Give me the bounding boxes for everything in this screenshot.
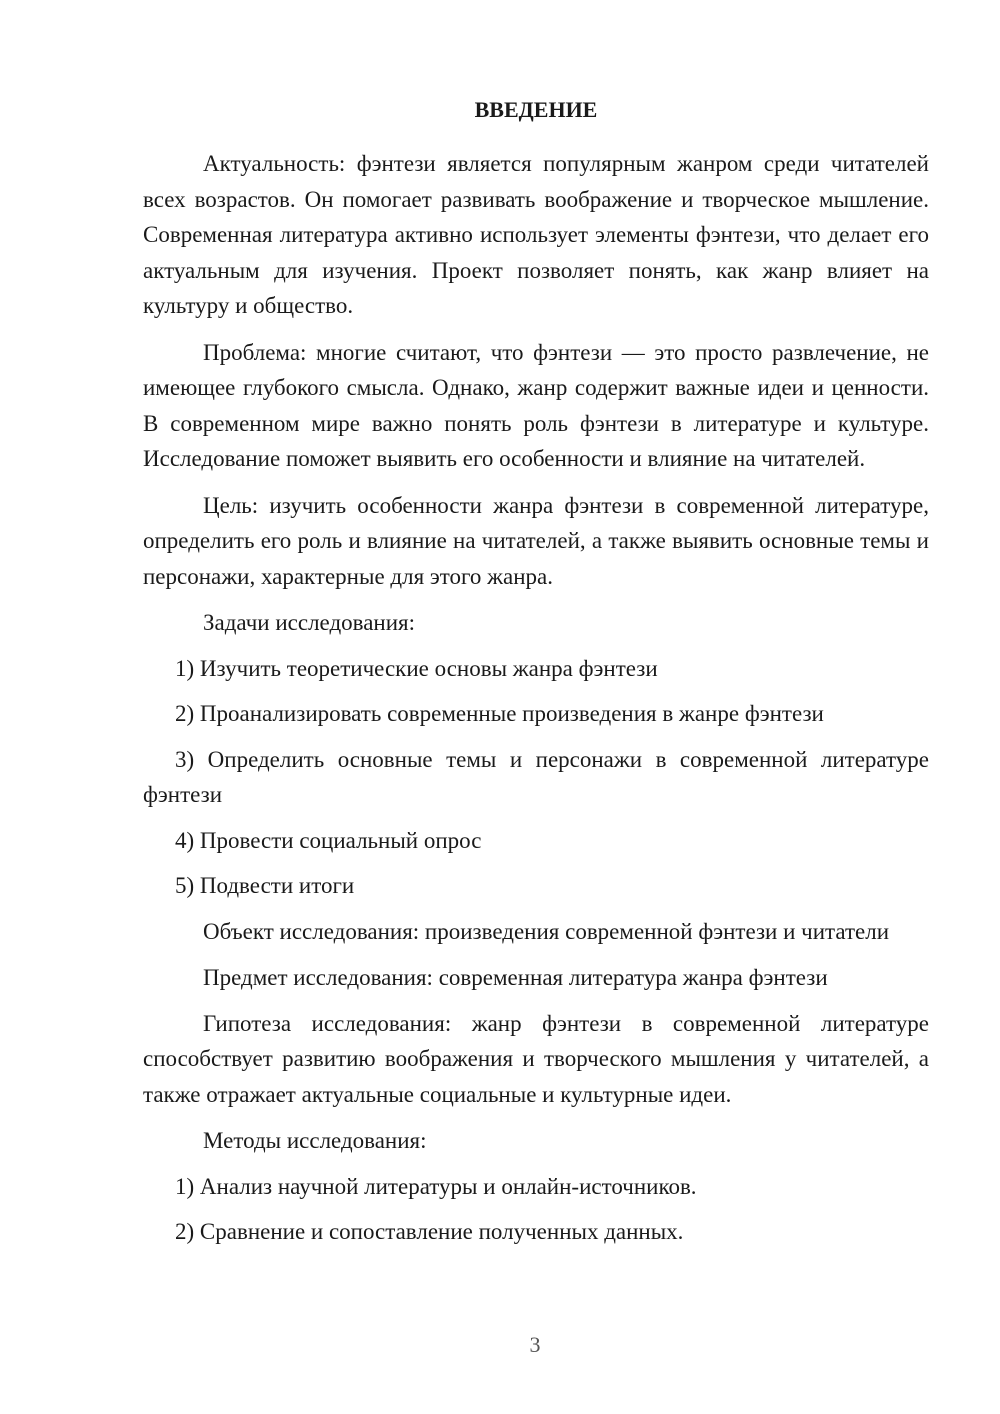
- paragraph-subject: Предмет исследования: современная литература жанра фэнтези: [203, 965, 828, 990]
- paragraph-goal: Цель: изучить особенности жанра фэнтези в современной литературе, определить его роль и влияние на читателей, а также выявить основные темы и персонажи, характерные для этого жанра.: [143, 492, 929, 589]
- task-item: 5) Подвести итоги: [175, 873, 355, 898]
- method-item: 2) Сравнение и сопоставление полученных данных.: [175, 1219, 684, 1244]
- section-title: ВВЕДЕНИЕ: [474, 97, 598, 122]
- tasks-heading: Задачи исследования:: [203, 610, 416, 635]
- task-item: 4) Провести социальный опрос: [175, 827, 482, 853]
- paragraph-problem: Проблема: многие считают, что фэнтези — это просто развлечение, не имеющее глубокого смысла. Однако, жанр содержит важные идеи и ценности. В современном мире важно понять роль фэнтези в литературе и культуре. Исследование поможет выявить его особенности и влияние на читателей.: [143, 339, 929, 471]
- methods-heading: Методы исследования:: [203, 1128, 427, 1153]
- task-item: 2) Проанализировать современные произведения в жанре фэнтези: [175, 701, 824, 726]
- paragraph-relevance: Актуальность: фэнтези является популярным жанром среди читателей всех возрастов. Он помогает развивать воображение и творческое мышление. Современная литература активно использует элементы фэнтези, что делает его актуальным для изучения. Проект позволяет понять, как жанр влияет на культуру и общество.: [143, 151, 929, 318]
- task-item: 3) Определить основные темы и персонажи в современной литературе фэнтези: [143, 746, 929, 807]
- paragraph-object: Объект исследования: произведения современной фэнтези и читатели: [203, 918, 890, 944]
- document-page: [143, 92, 929, 1260]
- paragraph-hypothesis: Гипотеза исследования: жанр фэнтези в современной литературе способствует развитию воображения и творческого мышления у читателей, а также отражает актуальные социальные и культурные идеи.: [143, 1010, 929, 1107]
- page-number: 3: [529, 1332, 541, 1357]
- method-item: 1) Анализ научной литературы и онлайн-источников.: [175, 1173, 697, 1199]
- task-item: 1) Изучить теоретические основы жанра фэнтези: [175, 655, 658, 681]
